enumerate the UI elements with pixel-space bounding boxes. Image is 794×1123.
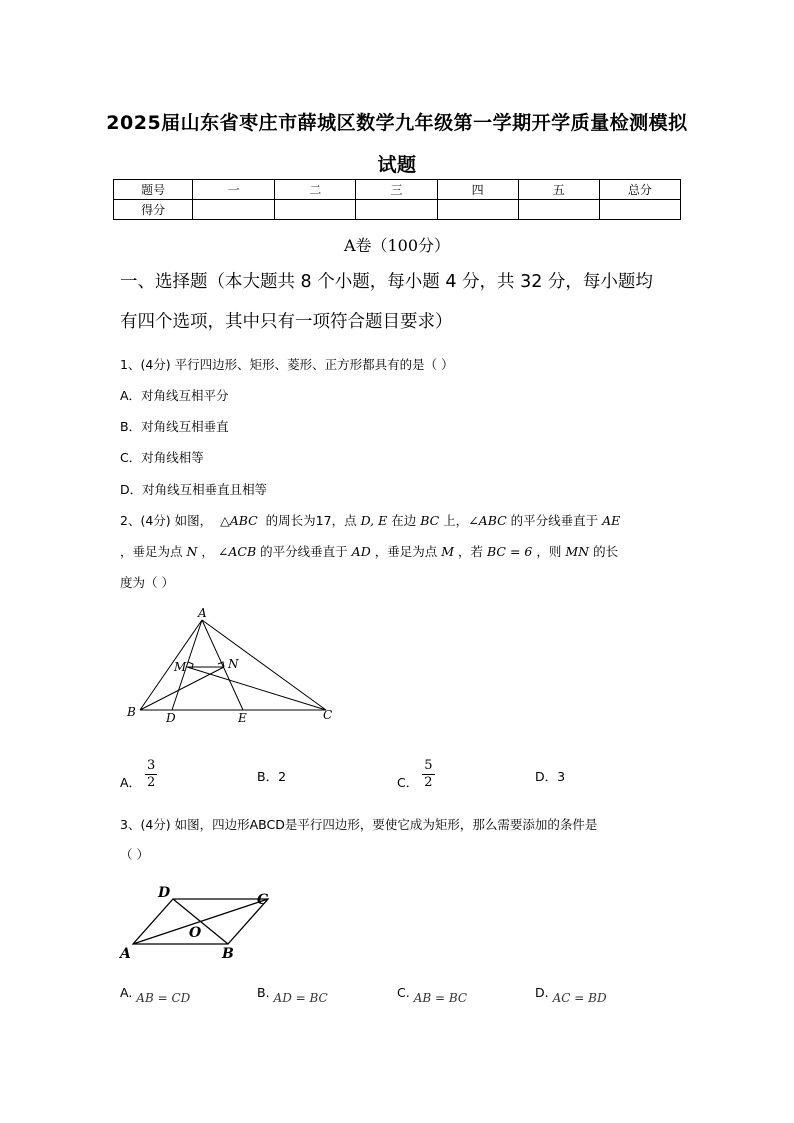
denominator: 2 — [147, 775, 156, 790]
numerator: 3 — [147, 758, 156, 773]
question-3-option-b — [257, 985, 328, 1005]
text: ，垂足为点 — [374, 544, 438, 559]
question-1-option-d: D．对角线互相垂直且相等 — [120, 482, 268, 497]
score-table-cell: 题号 — [114, 180, 193, 200]
score-table-header-row — [114, 180, 681, 200]
denominator: 2 — [424, 775, 433, 790]
score-table-cell: 总分 — [599, 180, 680, 200]
text: 2、(4分) 如图， — [120, 513, 213, 528]
math: M — [441, 544, 455, 559]
math: AE — [602, 513, 621, 528]
score-table-score-row — [114, 200, 681, 220]
score-table-cell — [275, 200, 356, 220]
option-label: B. — [257, 985, 270, 1000]
question-2-stem-line2 — [120, 542, 680, 560]
label-e: E — [238, 711, 247, 725]
question-3-paren: （ ） — [120, 847, 149, 862]
label-c: C — [323, 708, 333, 722]
question-3-option-d — [535, 985, 607, 1005]
score-table-cell: 四 — [437, 180, 518, 200]
question-2-option-b: B．2 — [257, 769, 287, 784]
score-table-cell — [193, 200, 275, 220]
label-n: N — [228, 657, 239, 671]
question-3-stem: 3、(4分) 如图，四边形ABCD是平行四边形，要使它成为矩形，那么需要添加的条件是 — [120, 817, 598, 832]
text: ，则 — [536, 544, 562, 559]
section-heading-line: 有四个选项，其中只有一项符合题目要求） — [120, 312, 453, 332]
paper-section-title: A卷（100分） — [343, 236, 451, 255]
math: MN — [565, 544, 590, 559]
text: ，若 — [458, 544, 484, 559]
label-b: B — [222, 946, 234, 962]
side-ac — [202, 620, 326, 710]
math: D, E — [360, 513, 388, 528]
question-2-option-d: D．3 — [535, 769, 566, 784]
parallelogram-figure — [118, 880, 278, 962]
text: 的平分线垂直于 — [260, 544, 348, 559]
text: 的长 — [593, 544, 619, 559]
label-b: B — [127, 705, 136, 719]
question-2-stem-line3: 度为（ ） — [120, 575, 174, 590]
label-c: C — [257, 892, 269, 908]
score-table-cell: 三 — [356, 180, 437, 200]
option-math: AB = BC — [413, 991, 468, 1005]
score-table-cell: 五 — [518, 180, 599, 200]
score-table-cell: 一 — [193, 180, 275, 200]
question-3-option-a — [120, 985, 191, 1005]
text: 的平分线垂直于 — [510, 513, 599, 528]
score-table — [113, 179, 681, 220]
question-1-option-a: A．对角线互相平分 — [120, 388, 229, 403]
option-math: AB = CD — [136, 991, 191, 1005]
math: △ABC — [220, 513, 258, 528]
label-a: A — [198, 606, 207, 620]
section-heading — [120, 262, 680, 342]
score-table-cell — [518, 200, 599, 220]
text: ，垂足为点 — [120, 544, 183, 559]
question-1-option-c: C．对角线相等 — [120, 450, 204, 465]
score-table-cell: 二 — [275, 180, 356, 200]
score-table-cell: 得分 — [114, 200, 193, 220]
question-2-option-c — [397, 758, 435, 791]
option-label: D. — [535, 985, 549, 1000]
text: ， — [201, 544, 214, 559]
option-label: A． — [120, 775, 142, 790]
section-heading-line: 一、选择题（本大题共 8 个小题，每小题 4 分，共 32 分，每小题均 — [120, 272, 653, 292]
label-m: M — [174, 660, 187, 674]
score-table-cell — [437, 200, 518, 220]
option-math: AD = BC — [273, 991, 328, 1005]
triangle-figure — [120, 604, 350, 729]
text: 的周长为17，点 — [265, 513, 357, 528]
document-title-continued: 试题 — [377, 154, 417, 176]
question-2-option-a — [120, 758, 157, 791]
document-title: 2025届山东省枣庄市薛城区数学九年级第一学期开学质量检测模拟 — [106, 112, 688, 134]
numerator: 5 — [424, 758, 433, 773]
math: N — [186, 544, 198, 559]
math: AD — [351, 544, 371, 559]
question-1-stem: 1、(4分) 平行四边形、矩形、菱形、正方形都具有的是（ ） — [120, 357, 454, 372]
math: BC — [420, 513, 440, 528]
segment-cm — [187, 667, 326, 710]
text: 上， — [443, 513, 469, 528]
question-1-option-b: B．对角线互相垂直 — [120, 419, 229, 434]
option-label: C． — [397, 775, 419, 790]
question-2-stem-line1 — [120, 511, 680, 529]
option-label: C. — [397, 985, 410, 1000]
math: BC = 6 — [487, 544, 533, 559]
label-o: O — [189, 925, 202, 941]
option-math: AC = BD — [552, 991, 607, 1005]
score-table-cell — [356, 200, 437, 220]
label-d: D — [166, 711, 176, 725]
text: 在边 — [391, 513, 417, 528]
math: ∠ABC — [468, 513, 507, 528]
option-label: A. — [120, 985, 133, 1000]
math: ∠ACB — [217, 544, 257, 559]
label-d: D — [158, 885, 171, 901]
score-table-cell — [599, 200, 680, 220]
label-a: A — [120, 946, 131, 962]
fraction — [145, 758, 157, 791]
fraction — [422, 758, 434, 791]
question-3-option-c — [397, 985, 468, 1005]
